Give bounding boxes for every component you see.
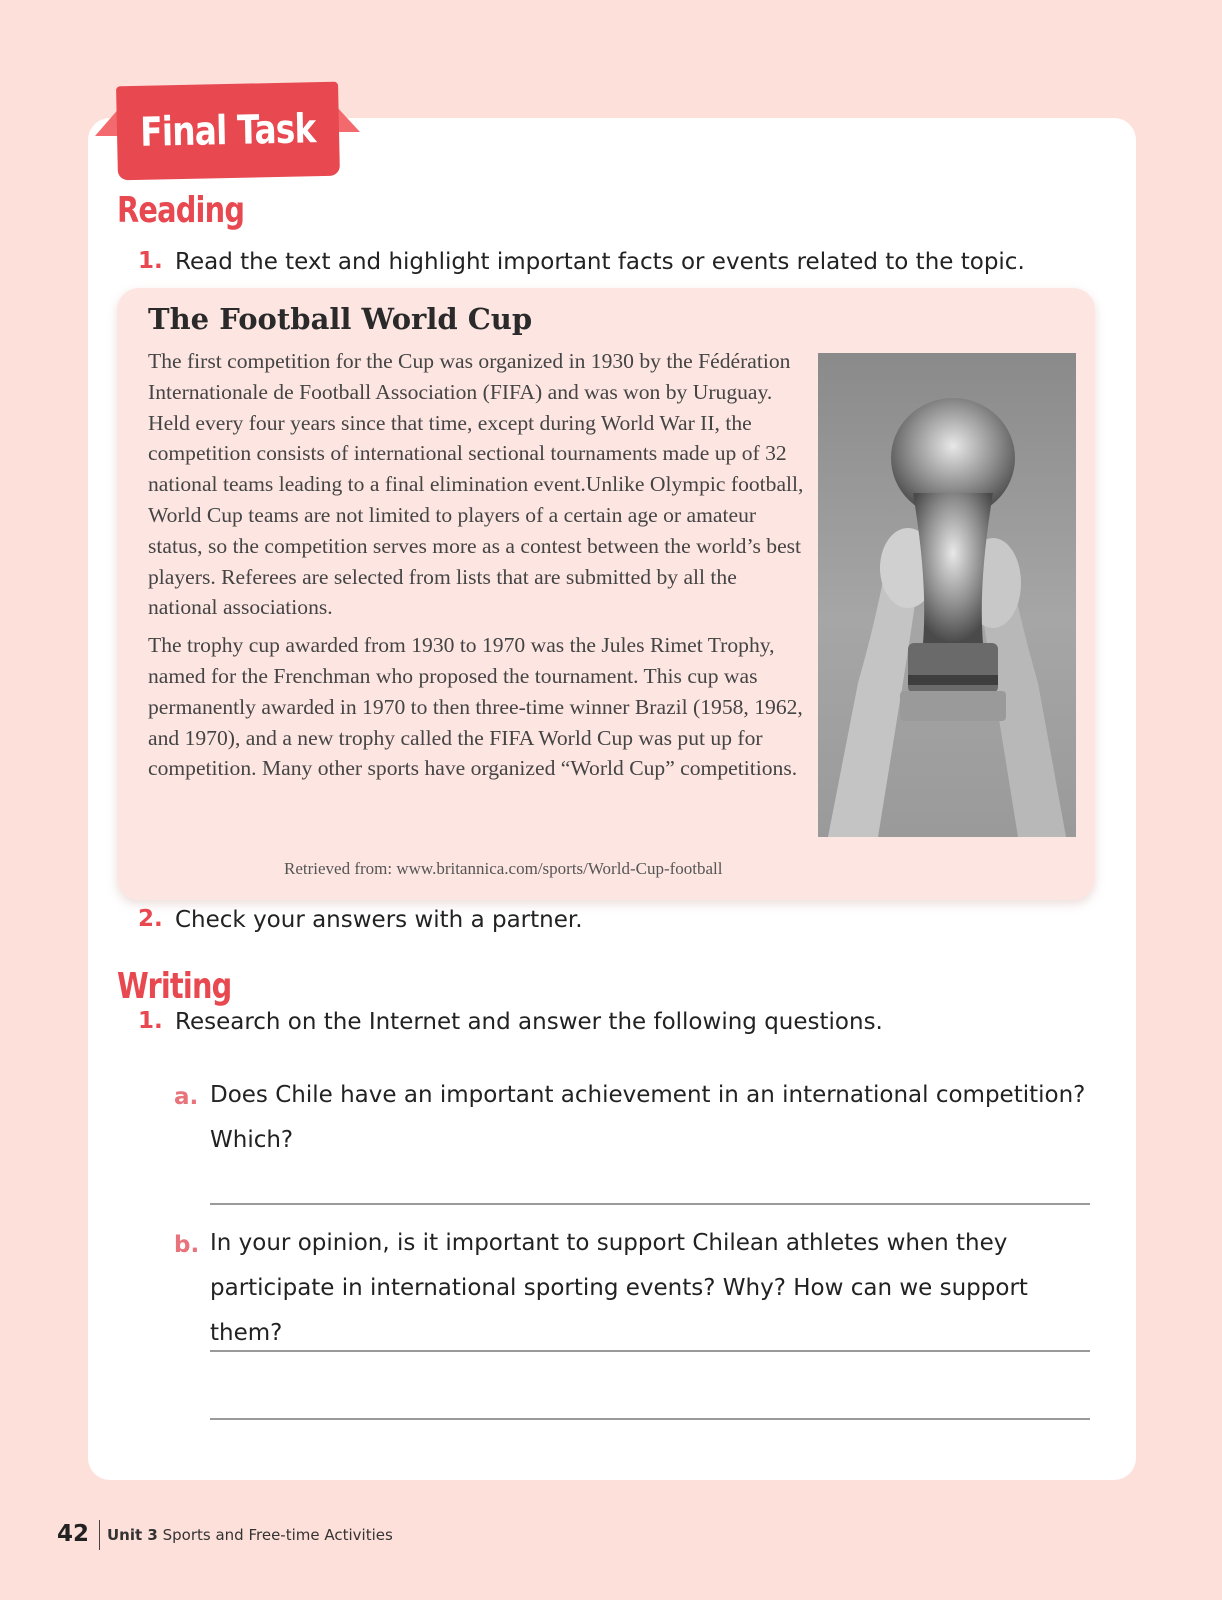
final-task-title: Final Task — [139, 106, 317, 156]
answer-line-a[interactable] — [210, 1203, 1090, 1205]
trophy-illustration — [818, 353, 1076, 837]
writing-step1-text: Research on the Internet and answer the following questions. — [175, 1009, 883, 1035]
writing-heading: Writing — [117, 966, 232, 1007]
answer-line-b1[interactable] — [210, 1350, 1090, 1352]
reading-step2-text: Check your answers with a partner. — [175, 907, 583, 933]
writing-step1-number: 1. — [138, 1008, 163, 1034]
article-title: The Football World Cup — [148, 302, 533, 336]
reading-step2-number: 2. — [138, 906, 163, 932]
world-cup-trophy-photo — [818, 353, 1076, 837]
question-a-text: Does Chile have an important achievement in an international competition? Which? — [210, 1082, 1086, 1153]
question-b-letter: b. — [174, 1232, 200, 1258]
article-paragraph-2: The trophy cup awarded from 1930 to 1970 was the Jules Rimet Trophy, named for the Frenchman who proposed the tournament. This cup was permanently awarded in 1970 to then three-time winner Brazil (1958, 1962, and 1970), and a new trophy called the FIFA World Cup was put up for competition. Many other sports have organized “World Cup” competitions. — [148, 633, 803, 781]
reading-heading: Reading — [117, 190, 245, 231]
reading-step1-number: 1. — [138, 248, 163, 274]
reading-step1-text: Read the text and highlight important facts or events related to the topic. — [175, 249, 1025, 275]
question-a-letter: a. — [174, 1084, 199, 1110]
footer-unit-title: Sports and Free-time Activities — [162, 1526, 393, 1544]
page-number: 42 — [57, 1521, 90, 1547]
final-task-tab — [116, 82, 340, 181]
answer-line-b2[interactable] — [210, 1418, 1090, 1420]
question-b-text: In your opinion, is it important to support Chilean athletes when they participate in international sporting events? Why? How can we support them? — [210, 1230, 1028, 1346]
article-body — [148, 346, 804, 791]
article-paragraph-1: The first competition for the Cup was organized in 1930 by the Fédération Internationale de Football Association (FIFA) and was won by Uruguay. Held every four years since that time, except during World War II, the competition consists of international sectional tournaments made up of 32 national teams leading to a final elimination event.Unlike Olympic football, World Cup teams are not limited to players of a certain age or amateur status, so the competition serves more as a contest between the world’s best players. Referees are selected from lists that are submitted by all the national associations. — [148, 349, 804, 620]
footer-divider — [99, 1520, 100, 1550]
tab-fold-right — [336, 106, 360, 132]
footer-unit-label: Unit 3 — [107, 1526, 158, 1544]
footer-unit — [107, 1526, 393, 1544]
article-source: Retrieved from: www.britannica.com/sports/World-Cup-football — [284, 859, 723, 878]
